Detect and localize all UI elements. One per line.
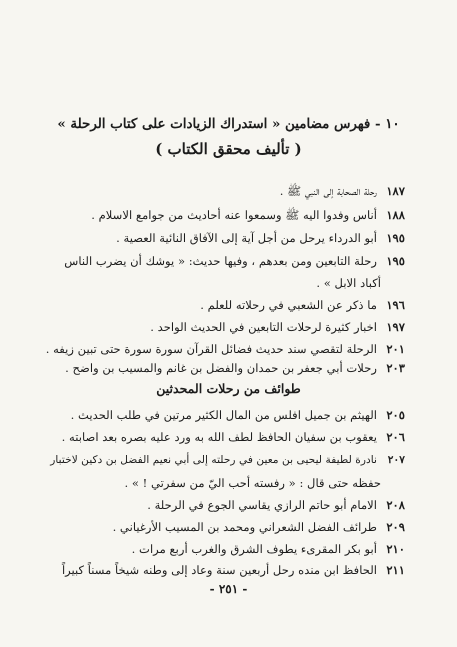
- index-entry: [45, 253, 405, 269]
- entry-text: الهيثم بن جميل افلس من المال الكثير مرتين في طلب الحديث .: [70, 408, 377, 422]
- entry-text: رحلات أبي جعفر بن حمدان والفضل بن غانم والمسيب بن واضح .: [65, 361, 377, 375]
- page-number: - ٢٥١ -: [209, 582, 248, 596]
- index-entry: [45, 230, 405, 246]
- entry-text: أبو بكر المقرىء يطوف الشرق والغرب أربع مرات .: [131, 542, 377, 556]
- index-entry: [45, 360, 405, 376]
- entry-page-number: ٢٠٧: [387, 453, 405, 466]
- index-entry: [45, 341, 405, 357]
- index-entry: [45, 429, 405, 445]
- index-entry: [45, 519, 405, 535]
- entry-text: يعقوب بن سفيان الحافظ لطف الله به ورد عليه بصره بعد اصابته .: [61, 430, 377, 444]
- entry-page-number: ٢٠٣: [386, 361, 405, 375]
- entry-text: الحافظ ابن منده رحل أربعين سنة وعاد إلى وطنه شيخاً مسناً كبيراً: [61, 563, 377, 577]
- index-entry: [45, 562, 405, 578]
- entry-text: الامام أبو حاتم الرازي يقاسي الجوع في الرحلة .: [147, 498, 377, 512]
- page-subtitle: ( تأليف محقق الكتاب ): [155, 140, 302, 158]
- entry-text: أناس وفدوا اليه ﷺ وسمعوا عنه أحاديث من جوامع الاسلام .: [91, 208, 377, 222]
- entry-page-number: ٢٠٩: [386, 520, 405, 534]
- page-title: ١٠ - فهرس مضامين « استدراك الزيادات على كتاب الرحلة »: [57, 116, 400, 132]
- index-entry: [45, 407, 405, 423]
- entry-continuation: أكباد الابل » .: [316, 276, 381, 290]
- entry-text: الرحلة لتقصي سند حديث فضائل القرآن سورة سورة حتى تبين زيفه .: [45, 342, 377, 356]
- entry-page-number: ١٨٨: [386, 208, 405, 222]
- entry-text: رحلة التابعين ومن بعدهم ، وفيها حديث: « يوشك أن يضرب الناس: [64, 254, 377, 268]
- entry-page-number: ١٩٧: [386, 320, 405, 334]
- index-entry: [45, 297, 405, 313]
- section-heading: طوائف من رحلات المحدثين: [156, 381, 301, 396]
- index-entry: [45, 183, 405, 199]
- index-entry: [45, 541, 405, 557]
- entry-page-number: ١٩٦: [386, 298, 405, 312]
- entry-page-number: ٢٠٨: [386, 498, 405, 512]
- entry-page-number: ٢٠٥: [386, 408, 405, 422]
- entry-page-number: ٢١٠: [386, 542, 405, 556]
- entry-page-number: ١٩٥: [386, 254, 405, 268]
- entry-text: اخبار كثيرة لرحلات التابعين في الحديث الواحد .: [150, 320, 377, 334]
- entry-text: نادرة لطيفة ليحيى بن معين في رحلته إلى أبي نعيم الفضل بن دكين لاختبار: [50, 453, 377, 466]
- index-entry: [45, 319, 405, 335]
- entry-page-number: ١٩٥: [386, 231, 405, 245]
- index-entry: [45, 497, 405, 513]
- entry-page-number: ٢١١: [386, 563, 405, 577]
- index-entry: [45, 452, 405, 468]
- index-entry: [45, 207, 405, 223]
- entry-text: طرائف الفضل الشعراني ومحمد بن المسيب الأرغياني .: [112, 520, 377, 534]
- entry-text: ما ذكر عن الشعبي في رحلاته للعلم .: [200, 298, 377, 312]
- entry-text: أبو الدرداء يرحل من أجل آية إلى الآفاق النائية العصية .: [116, 231, 377, 245]
- entry-text: رحلة الصحابة إلى النبي ﷺ .: [279, 184, 377, 198]
- entry-page-number: ٢٠١: [386, 342, 405, 356]
- entry-page-number: ١٨٧: [386, 184, 405, 198]
- entry-page-number: ٢٠٦: [386, 430, 405, 444]
- entry-continuation: حفظه حتى قال : « رفسته أحب اليّ من سفرتي ! » .: [124, 476, 381, 490]
